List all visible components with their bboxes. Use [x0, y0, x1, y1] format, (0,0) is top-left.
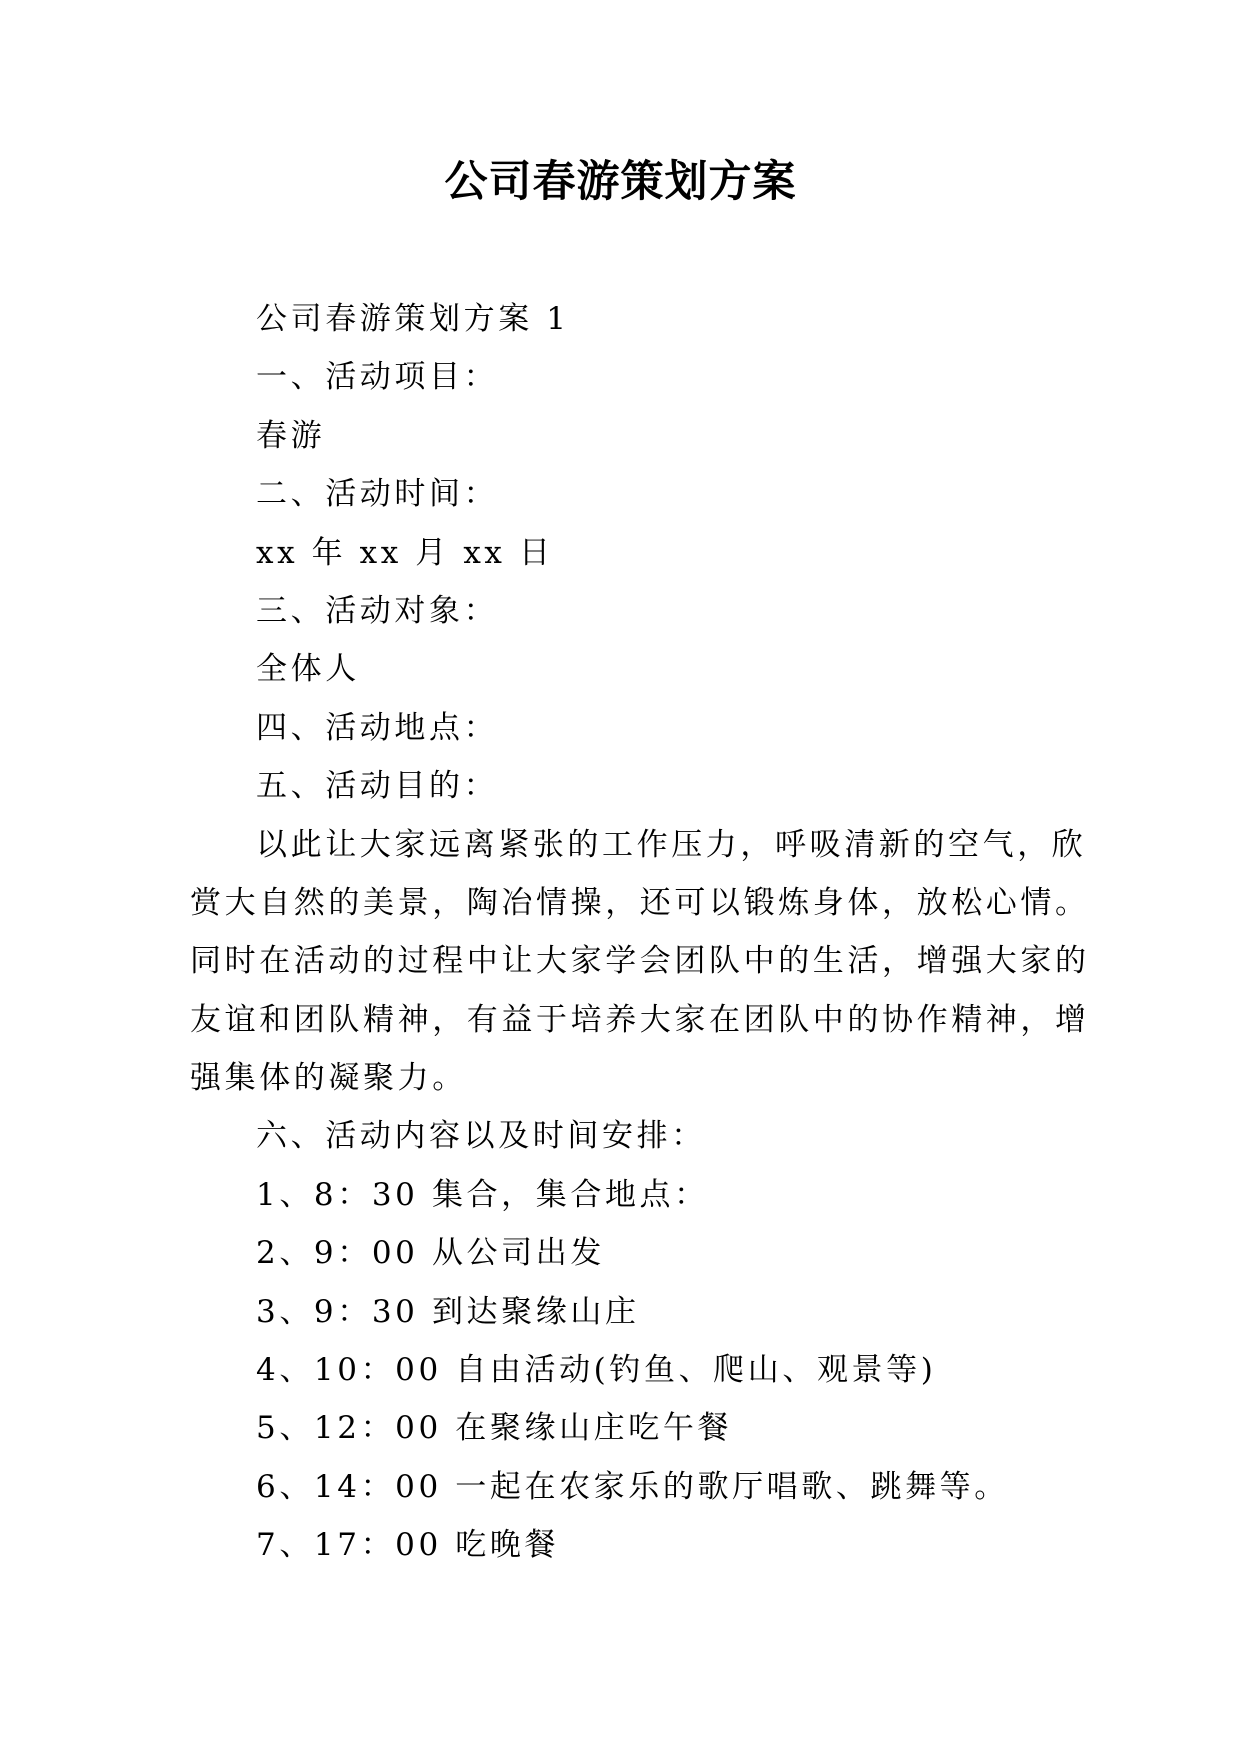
document-line: 1、8：30 集合，集合地点： [256, 1176, 709, 1213]
document-line: 6、14：00 一起在农家乐的歌厅唱歌、跳舞等。 [256, 1468, 1009, 1505]
document-line: 四、活动地点： [256, 709, 499, 746]
document-line: 一、活动项目： [256, 359, 499, 396]
document-line: 5、12：00 在聚缘山庄吃午餐 [256, 1410, 733, 1447]
document-line: 公司春游策划方案 1 [256, 301, 570, 337]
document-line: 2、9：00 从公司出发 [256, 1235, 605, 1272]
document-line: 全体人 [256, 651, 360, 688]
document-body [190, 290, 1090, 1575]
document-line: 春游 [256, 417, 326, 454]
document-line: 3、9：30 到达聚缘山庄 [256, 1293, 640, 1330]
document-line: 五、活动目的： [256, 768, 499, 805]
document-line: 友谊和团队精神，有益于培养大家在团队中的协作精神，增 [190, 1001, 1090, 1038]
document-line: 同时在活动的过程中让大家学会团队中的生活，增强大家的 [190, 943, 1090, 980]
document-line: xx 年 xx 月 xx 日 [256, 534, 554, 571]
document-line: 三、活动对象： [256, 592, 499, 629]
document-line: 赏大自然的美景，陶冶情操，还可以锻炼身体，放松心情。 [190, 884, 1090, 921]
document-title: 公司春游策划方案 [444, 157, 797, 207]
document-line: 4、10：00 自由活动(钓鱼、爬山、观景等) [256, 1352, 937, 1389]
document-line: 7、17：00 吃晚餐 [256, 1527, 560, 1564]
document-line: 强集体的凝聚力。 [190, 1060, 467, 1097]
document-line: 六、活动内容以及时间安排： [256, 1118, 706, 1155]
document-line: 二、活动时间： [256, 476, 499, 513]
document-line: 以此让大家远离紧张的工作压力，呼吸清新的空气，欣 [256, 826, 1087, 863]
